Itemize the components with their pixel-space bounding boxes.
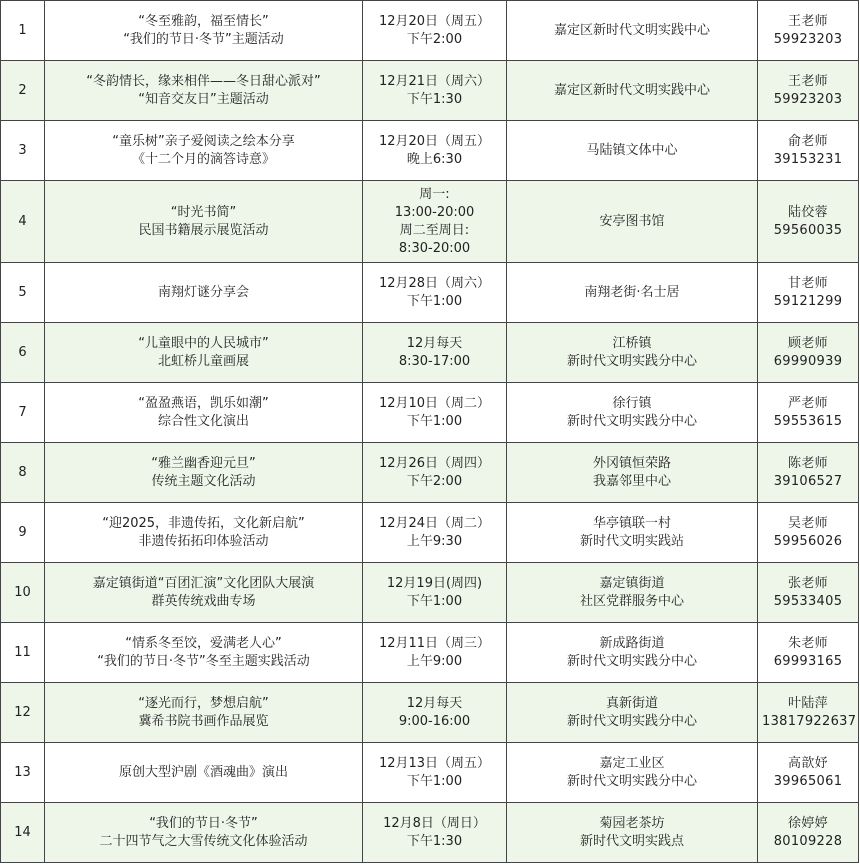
- activity-name-line: “迎2025，非遗传拓，文化新启航”: [102, 515, 305, 531]
- activity-name-cell: [45, 1, 363, 61]
- contact-line: 王老师: [788, 13, 828, 29]
- activity-location-cell: [507, 803, 758, 863]
- activity-name-line: “冬韵情长，缘来相伴——冬日甜心派对”: [86, 73, 321, 89]
- activity-time-line: 12月26日（周四）: [378, 455, 491, 471]
- row-index: 8: [1, 443, 45, 503]
- activity-time-cell: [363, 443, 507, 503]
- activity-location-line: 菊园老茶坊: [599, 815, 665, 831]
- activity-time-cell: [363, 61, 507, 121]
- contact-cell: [758, 743, 859, 803]
- activity-time-line: 12月11日（周三）: [378, 635, 491, 651]
- activity-location-line: 新时代文明实践点: [579, 833, 684, 849]
- contact-cell: [758, 683, 859, 743]
- activity-name-line: “时光书简”: [170, 204, 237, 220]
- row-index: 9: [1, 503, 45, 563]
- activity-name-cell: [45, 563, 363, 623]
- activity-location-cell: [507, 1, 758, 61]
- activity-location-line: 新时代文明实践分中心: [566, 713, 697, 729]
- table-row: [1, 1, 859, 61]
- activity-location-cell: [507, 623, 758, 683]
- activity-time-line: 12月13日（周五）: [378, 755, 491, 771]
- activity-location-cell: [507, 323, 758, 383]
- activity-time-line: 12月24日（周二）: [378, 515, 491, 531]
- activity-location-line: 华亭镇联一村: [592, 515, 671, 531]
- activity-time-cell: [363, 383, 507, 443]
- contact-cell: [758, 503, 859, 563]
- row-index: 11: [1, 623, 45, 683]
- contact-line: 13817922637: [762, 713, 857, 729]
- activity-time-line: 12月20日（周五）: [378, 13, 491, 29]
- activity-name-cell: [45, 443, 363, 503]
- activity-location-line: 新时代文明实践站: [579, 533, 684, 549]
- activity-location-cell: [507, 563, 758, 623]
- contact-line: 59560035: [773, 222, 843, 238]
- activity-location-line: 嘉定区新时代文明实践中心: [553, 82, 710, 98]
- contact-line: 王老师: [788, 73, 828, 89]
- activity-time-line: 8:30-17:00: [398, 353, 471, 369]
- activity-name-cell: [45, 61, 363, 121]
- table-row: [1, 683, 859, 743]
- table-row: [1, 121, 859, 181]
- contact-line: 69993165: [773, 653, 843, 669]
- row-index: 12: [1, 683, 45, 743]
- activity-time-cell: [363, 181, 507, 263]
- contact-line: 59533405: [773, 593, 843, 609]
- activity-name-line: “我们的节日·冬节”冬至主题实践活动: [97, 653, 310, 669]
- activity-name-line: “情系冬至饺，爱满老人心”: [125, 635, 282, 651]
- activity-time-line: 13:00-20:00: [394, 204, 475, 220]
- activity-location-cell: [507, 443, 758, 503]
- contact-line: 朱老师: [788, 635, 828, 651]
- activity-name-cell: [45, 743, 363, 803]
- activity-name-cell: [45, 263, 363, 323]
- activity-time-line: 下午2:00: [406, 31, 463, 47]
- activity-time-line: 12月每天: [406, 335, 463, 351]
- activity-time-line: 周二至周日:: [399, 222, 470, 238]
- activity-name-cell: [45, 323, 363, 383]
- activity-location-line: 真新街道: [605, 695, 658, 711]
- activity-location-line: 外冈镇恒荣路: [592, 455, 671, 471]
- activity-name-line: “我们的节日·冬节”主题活动: [123, 31, 284, 47]
- contact-line: 顾老师: [788, 335, 828, 351]
- contact-line: 高歆妤: [788, 755, 828, 771]
- activity-time-line: 下午1:00: [406, 293, 463, 309]
- activity-time-cell: [363, 323, 507, 383]
- table-row: [1, 803, 859, 863]
- activity-location-line: 新时代文明实践分中心: [566, 353, 697, 369]
- contact-cell: [758, 121, 859, 181]
- row-index: 7: [1, 383, 45, 443]
- contact-line: 吴老师: [788, 515, 828, 531]
- activity-location-cell: [507, 683, 758, 743]
- activity-name-cell: [45, 803, 363, 863]
- contact-line: 张老师: [788, 575, 828, 591]
- table-row: [1, 563, 859, 623]
- activity-name-line: 《十二个月的滴答诗意》: [131, 151, 275, 167]
- activity-time-line: 12月19日(周四): [386, 575, 483, 591]
- activity-location-cell: [507, 743, 758, 803]
- contact-line: 俞老师: [788, 133, 828, 149]
- activity-time-line: 9:00-16:00: [398, 713, 471, 729]
- contact-cell: [758, 803, 859, 863]
- activity-time-line: 周一:: [419, 186, 450, 202]
- table-row: [1, 181, 859, 263]
- contact-line: 59923203: [773, 91, 843, 107]
- activity-name-cell: [45, 683, 363, 743]
- activity-name-line: “雅兰幽香迎元旦”: [151, 455, 256, 471]
- activity-name-line: 冀希书院书画作品展览: [138, 713, 269, 729]
- activity-location-line: 嘉定工业区: [599, 755, 665, 771]
- activity-time-cell: [363, 1, 507, 61]
- contact-cell: [758, 323, 859, 383]
- activity-time-line: 上午9:00: [406, 653, 463, 669]
- activity-time-line: 晚上6:30: [406, 151, 463, 167]
- activity-time-cell: [363, 803, 507, 863]
- table-row: [1, 503, 859, 563]
- activity-name-line: 非遗传拓拓印体验活动: [138, 533, 269, 549]
- table-row: [1, 743, 859, 803]
- row-index: 4: [1, 181, 45, 263]
- activity-location-line: 嘉定镇街道: [599, 575, 665, 591]
- activity-name-line: “知音交友日”主题活动: [138, 91, 269, 107]
- activity-name-cell: [45, 121, 363, 181]
- contact-cell: [758, 263, 859, 323]
- activity-time-line: 12月21日（周六）: [378, 73, 491, 89]
- row-index: 1: [1, 1, 45, 61]
- activity-time-cell: [363, 121, 507, 181]
- activity-time-line: 下午1:30: [406, 833, 463, 849]
- table-row: [1, 263, 859, 323]
- events-table-body: [1, 1, 859, 863]
- contact-cell: [758, 563, 859, 623]
- activity-name-cell: [45, 181, 363, 263]
- activity-location-line: 嘉定区新时代文明实践中心: [553, 22, 710, 38]
- activity-location-line: 社区党群服务中心: [579, 593, 684, 609]
- activity-location-line: 马陆镇文体中心: [586, 142, 678, 158]
- activity-location-cell: [507, 263, 758, 323]
- activity-location-line: 安亭图书馆: [599, 213, 665, 229]
- activity-time-line: 12月每天: [406, 695, 463, 711]
- activity-time-cell: [363, 263, 507, 323]
- contact-line: 徐婷婷: [788, 815, 828, 831]
- activity-location-line: 南翔老街·名士居: [584, 284, 680, 300]
- contact-line: 甘老师: [788, 275, 828, 291]
- contact-cell: [758, 1, 859, 61]
- activity-name-cell: [45, 503, 363, 563]
- contact-line: 陆佼蓉: [788, 204, 828, 220]
- activity-name-cell: [45, 383, 363, 443]
- activity-name-line: 二十四节气之大雪传统文化体验活动: [99, 833, 308, 849]
- activity-location-cell: [507, 181, 758, 263]
- row-index: 3: [1, 121, 45, 181]
- activity-name-line: 传统主题文化活动: [151, 473, 256, 489]
- activity-location-line: 新时代文明实践分中心: [566, 773, 697, 789]
- activity-time-line: 下午2:00: [406, 473, 463, 489]
- contact-cell: [758, 61, 859, 121]
- row-index: 2: [1, 61, 45, 121]
- activity-time-line: 12月10日（周二）: [378, 395, 491, 411]
- activity-name-line: 北虹桥儿童画展: [157, 353, 249, 369]
- contact-line: 59553615: [773, 413, 843, 429]
- activity-name-line: 群英传统戏曲专场: [151, 593, 256, 609]
- activity-name-line: 嘉定镇街道“百团汇演”文化团队大展演: [92, 575, 315, 591]
- contact-cell: [758, 623, 859, 683]
- contact-line: 39153231: [773, 151, 843, 167]
- activity-name-line: 原创大型沪剧《酒魂曲》演出: [118, 764, 288, 780]
- table-row: [1, 61, 859, 121]
- contact-line: 80109228: [773, 833, 843, 849]
- contact-line: 69990939: [773, 353, 843, 369]
- activity-time-line: 上午9:30: [406, 533, 463, 549]
- contact-cell: [758, 383, 859, 443]
- contact-line: 59121299: [773, 293, 843, 309]
- activity-name-line: 民国书籍展示展览活动: [138, 222, 269, 238]
- activity-name-line: “逐光而行，梦想启航”: [138, 695, 269, 711]
- contact-line: 叶陆萍: [788, 695, 828, 711]
- row-index: 10: [1, 563, 45, 623]
- activity-name-line: “冬至雅韵，福至情长”: [138, 13, 269, 29]
- contact-line: 严老师: [788, 395, 828, 411]
- activity-name-line: 南翔灯谜分享会: [157, 284, 249, 300]
- contact-cell: [758, 181, 859, 263]
- table-row: [1, 623, 859, 683]
- activity-location-cell: [507, 121, 758, 181]
- activity-name-line: “童乐树”亲子爱阅读之绘本分享: [112, 133, 295, 149]
- contact-line: 39106527: [773, 473, 843, 489]
- contact-line: 39965061: [773, 773, 843, 789]
- activity-name-line: 综合性文化演出: [157, 413, 249, 429]
- activity-time-line: 12月28日（周六）: [378, 275, 491, 291]
- activity-time-line: 12月20日（周五）: [378, 133, 491, 149]
- activity-time-cell: [363, 623, 507, 683]
- activity-time-cell: [363, 563, 507, 623]
- activity-location-line: 新时代文明实践分中心: [566, 653, 697, 669]
- table-row: [1, 443, 859, 503]
- contact-line: 59923203: [773, 31, 843, 47]
- activity-time-cell: [363, 743, 507, 803]
- activity-location-line: 新时代文明实践分中心: [566, 413, 697, 429]
- table-row: [1, 323, 859, 383]
- contact-line: 陈老师: [788, 455, 828, 471]
- activity-time-line: 下午1:00: [406, 773, 463, 789]
- row-index: 13: [1, 743, 45, 803]
- activity-time-line: 下午1:00: [406, 413, 463, 429]
- activity-name-cell: [45, 623, 363, 683]
- activity-location-line: 江桥镇: [612, 335, 652, 351]
- activity-time-cell: [363, 503, 507, 563]
- table-row: [1, 383, 859, 443]
- activity-location-cell: [507, 383, 758, 443]
- contact-cell: [758, 443, 859, 503]
- activity-name-line: “儿童眼中的人民城市”: [138, 335, 269, 351]
- row-index: 6: [1, 323, 45, 383]
- activity-time-cell: [363, 683, 507, 743]
- activity-time-line: 下午1:00: [406, 593, 463, 609]
- activity-name-line: “盈盈燕语，凯乐如潮”: [138, 395, 269, 411]
- activity-name-line: “我们的节日·冬节”: [149, 815, 258, 831]
- row-index: 14: [1, 803, 45, 863]
- activity-time-line: 12月8日（周日）: [383, 815, 486, 831]
- activity-location-line: 我嘉邻里中心: [592, 473, 671, 489]
- contact-line: 59956026: [773, 533, 843, 549]
- row-index: 5: [1, 263, 45, 323]
- activity-location-cell: [507, 503, 758, 563]
- activity-location-line: 徐行镇: [612, 395, 652, 411]
- activity-location-cell: [507, 61, 758, 121]
- activity-time-line: 8:30-20:00: [398, 240, 471, 256]
- activity-time-line: 下午1:30: [406, 91, 463, 107]
- activity-location-line: 新成路街道: [599, 635, 665, 651]
